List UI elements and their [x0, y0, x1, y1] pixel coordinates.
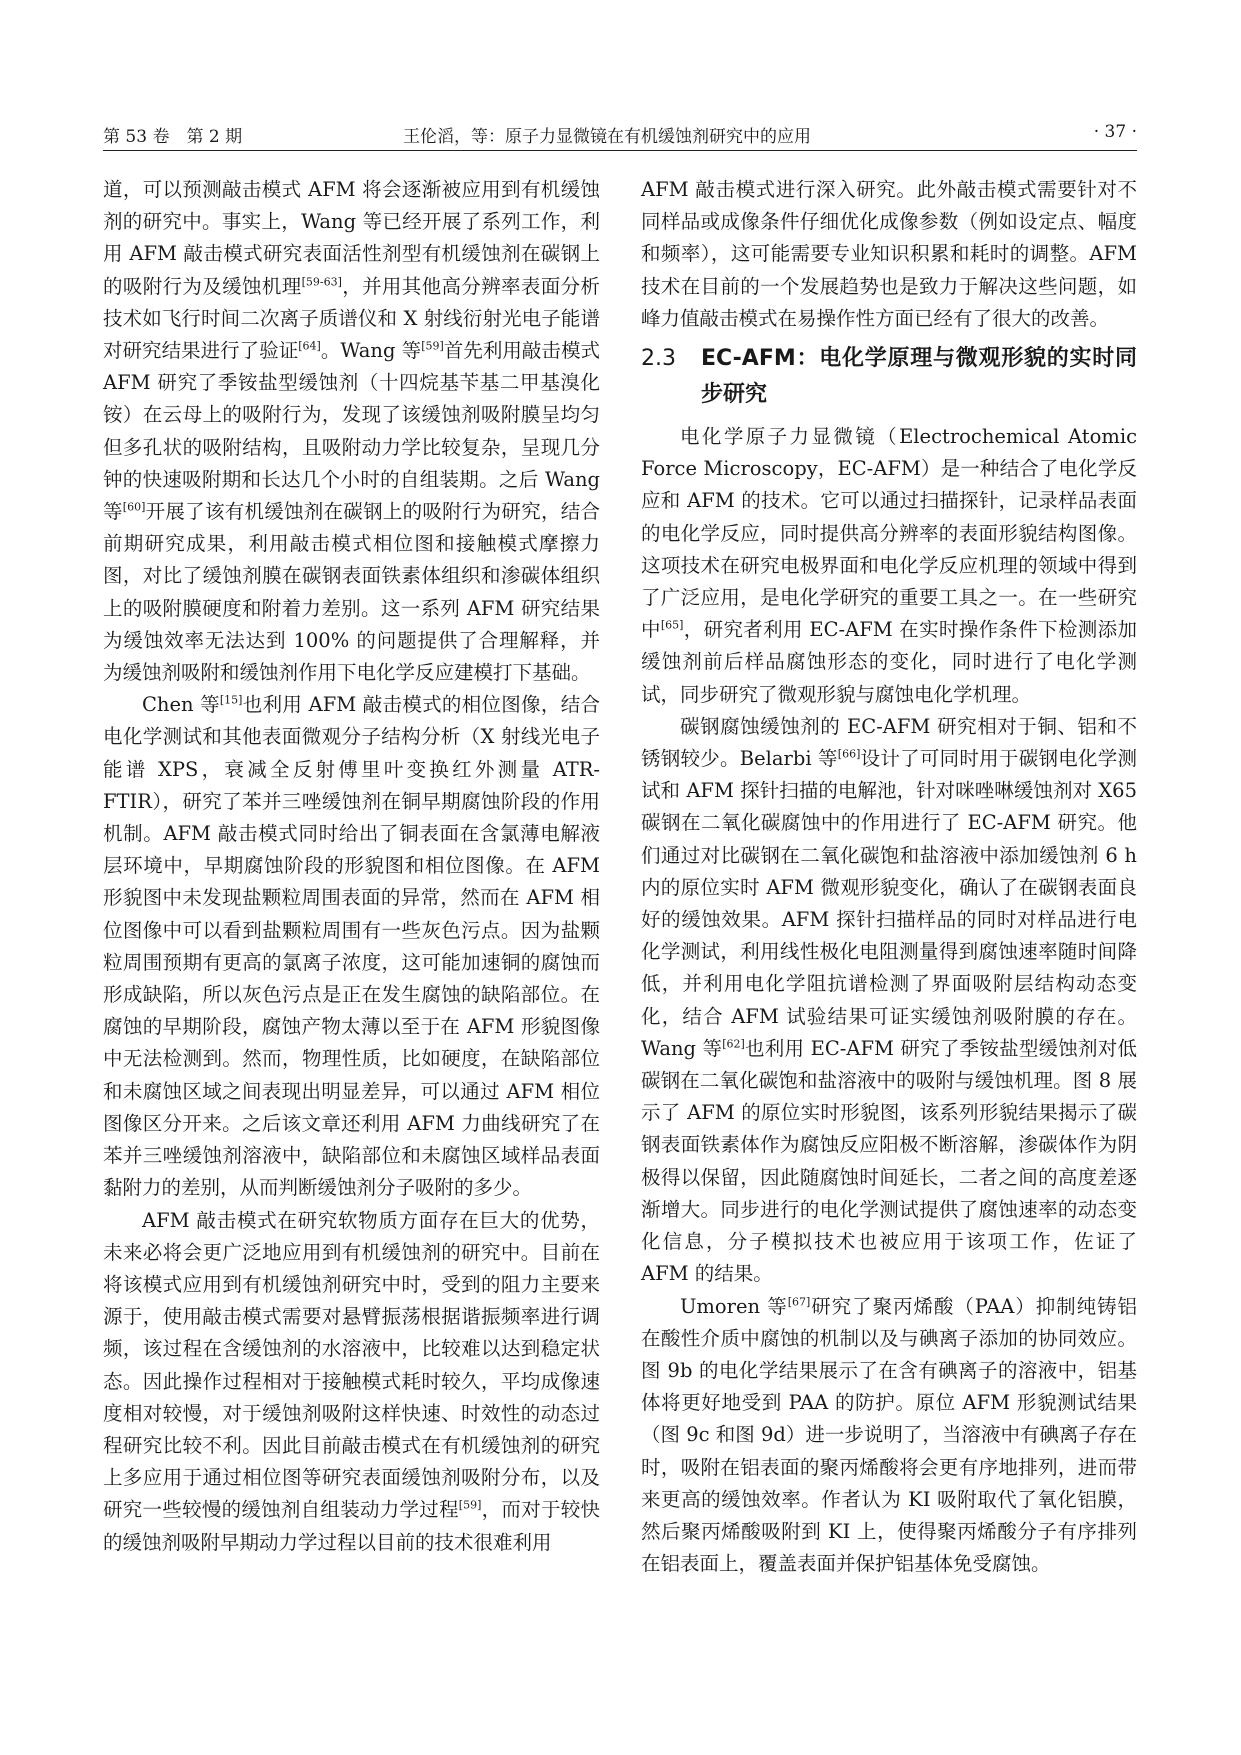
paragraph: 碳钢腐蚀缓蚀剂的 EC-AFM 研究相对于铜、铝和不锈钢较少。Belarbi 等[66]设计了可同时用于碳钢电化学测试和 AFM 探针扫描的电解池，针对咪唑啉缓蚀剂对 X65 碳钢在二氧化碳腐蚀中的作用进行了 EC-AFM 研究。他们通过对比碳钢在二氧化碳饱和盐溶液中添加缓蚀剂 6 h 内的原位实时 AFM 微观形貌变化，确认了在碳钢表面良好的缓蚀效果。AFM 探针扫描样品的同时对样品进行电化学测试，利用线性极化电阻测量得到腐蚀速率随时间降低，并利用电化学阻抗谱检测了界面吸附层结构动态变化，结合 AFM 试验结果可证实缓蚀剂吸附膜的存在。Wang 等[62]也利用 EC-AFM 研究了季铵盐型缓蚀剂对低碳钢在二氧化碳饱和盐溶液中的吸附与缓蚀机理。图 8 展示了 AFM 的原位实时形貌图，该系列形貌结果揭示了碳钢表面铁素体作为腐蚀反应阳极不断溶解，渗碳体作为阴极得以保留，因此随腐蚀时间延长，二者之间的高度差逐渐增大。同步进行的电化学测试提供了腐蚀速率的动态变化信息，分子模拟技术也被应用于该项工作，佐证了 AFM 的结果。 — [641, 714, 1137, 1286]
paragraph: AFM 敲击模式在研究软物质方面存在巨大的优势，未来必将会更广泛地应用到有机缓蚀剂的研究中。目前在将该模式应用到有机缓蚀剂研究中时，受到的阻力主要来源于，使用敲击模式需要对悬臂振荡根据谐振频率进行调频，该过程在含缓蚀剂的水溶液中，比较难以达到稳定状态。因此操作过程相对于接触模式耗时较久，平均成像速度相对较慢，对于缓蚀剂吸附这样快速、时效性的动态过程研究比较不利。因此目前敲击模式在有机缓蚀剂的研究上多应用于通过相位图等研究表面缓蚀剂吸附分布，以及研究一些较慢的缓蚀剂自组装动力学过程[59]，而对于较快的缓蚀剂吸附早期动力学过程以目前的技术很难利用 — [103, 1208, 600, 1554]
citation-ref: [64] — [298, 339, 321, 353]
right-column — [641, 174, 1137, 1580]
citation-ref: [59-63] — [301, 275, 342, 289]
page-number: · 37 · — [1093, 122, 1137, 142]
paragraph: Chen 等[15]也利用 AFM 敲击模式的相位图像，结合电化学测试和其他表面微观分子结构分析（X 射线光电子能谱 XPS，衰减全反射傅里叶变换红外测量 ATR-FTIR），研究了苯并三唑缓蚀剂在铜早期腐蚀阶段的作用机制。AFM 敲击模式同时给出了铜表面在含氯薄电解液层环境中，早期腐蚀阶段的形貌图和相位图像。在 AFM 形貌图中未发现盐颗粒周围表面的异常，然而在 AFM 相位图像中可以看到盐颗粒周围有一些灰色污点。因为盐颗粒周围预期有更高的氯离子浓度，这可能加速铜的腐蚀而形成缺陷，所以灰色污点是正在发生腐蚀的缺陷部位。在腐蚀的早期阶段，腐蚀产物太薄以至于在 AFM 形貌图像中无法检测到。然而，物理性质，比如硬度，在缺陷部位和未腐蚀区域之间表现出明显差异，可以通过 AFM 相位图像区分开来。之后该文章还利用 AFM 力曲线研究了在苯并三唑缓蚀剂溶液中，缺陷部位和未腐蚀区域样品表面黏附力的差别，从而判断缓蚀剂分子吸附的多少。 — [103, 693, 600, 1200]
section-title: EC-AFM：电化学原理与微观形貌的实时同步研究 — [701, 346, 1137, 408]
section-number: 2.3 — [641, 346, 676, 372]
paragraph: AFM 敲击模式进行深入研究。此外敲击模式需要针对不同样品或成像条件仔细优化成像参数（例如设定点、幅度和频率），这可能需要专业知识积累和耗时的调整。AFM 技术在目前的一个发展趋势也是致力于解决这些问题，如峰力值敲击模式在易操作性方面已经有了很大的改善。 — [641, 178, 1137, 330]
journal-volume-issue: 第 53 卷 第 2 期 — [103, 127, 243, 147]
paragraph: 电化学原子力显微镜（Electrochemical Atomic Force Microscopy，EC-AFM）是一种结合了电化学反应和 AFM 的技术。它可以通过扫描探针，记录样品表面的电化学反应，同时提供高分辨率的表面形貌结构图像。这项技术在研究电极界面和电化学反应机理的领域中得到了广泛应用，是电化学研究的重要工具之一。在一些研究中[65]，研究者利用 EC-AFM 在实时操作条件下检测添加缓蚀剂前后样品腐蚀形态的变化，同时进行了电化学测试，同步研究了微观形貌与腐蚀电化学机理。 — [641, 425, 1137, 706]
section-heading — [641, 341, 1137, 413]
citation-ref: [60] — [122, 500, 146, 514]
paragraph: 道，可以预测敲击模式 AFM 将会逐渐被应用到有机缓蚀剂的研究中。事实上，Wang 等已经开展了系列工作，利用 AFM 敲击模式研究表面活性剂型有机缓蚀剂在碳钢上的吸附行为及缓蚀机理[59-63]，并用其他高分辨率表面分析技术如飞行时间二次离子质谱仪和 X 射线衍射光电子能谱对研究结果进行了验证[64]。Wang 等[59]首先利用敲击模式 AFM 研究了季铵盐型缓蚀剂（十四烷基苄基二甲基溴化铵）在云母上的吸附行为，发现了该缓蚀剂吸附膜呈均匀但多孔状的吸附结构，且吸附动力学比较复杂，呈现几分钟的快速吸附期和长达几个小时的自组装期。之后 Wang 等[60]开展了该有机缓蚀剂在碳钢上的吸附行为研究，结合前期研究成果，利用敲击模式相位图和接触模式摩擦力图，对比了缓蚀剂膜在碳钢表面铁素体组织和渗碳体组织上的吸附膜硬度和附着力差别。这一系列 AFM 研究结果为缓蚀效率无法达到 100% 的问题提供了合理解释，并为缓蚀剂吸附和缓蚀剂作用下电化学反应建模打下基础。 — [103, 178, 600, 685]
citation-ref: [59] — [458, 1498, 482, 1512]
left-column — [103, 174, 600, 1559]
citation-ref: [66] — [837, 747, 861, 761]
citation-ref: [62] — [722, 1037, 745, 1051]
citation-ref: [67] — [787, 1295, 811, 1308]
citation-ref: [15] — [219, 693, 243, 707]
running-header — [103, 118, 1137, 151]
citation-ref: [65] — [660, 618, 684, 632]
citation-ref: [59] — [421, 339, 444, 353]
paragraph: Umoren 等[67]研究了聚丙烯酸（PAA）抑制纯铸铝在酸性介质中腐蚀的机制以及与碘离子添加的协同效应。图 9b 的电化学结果展示了在含有碘离子的溶液中，铝基体将更好地受到 PAA 的防护。原位 AFM 形貌测试结果（图 9c 和图 9d）进一步说明了，当溶液中有碘离子存在时，吸附在铝表面的聚丙烯酸将会更有序地排列，进而带来更高的缓蚀效率。作者认为 KI 吸附取代了氧化铝膜，然后聚丙烯酸吸附到 KI 上，使得聚丙烯酸分子有序排列在铝表面上，覆盖表面并保护铝基体免受腐蚀。 — [641, 1294, 1137, 1576]
running-title: 王伦滔，等：原子力显微镜在有机缓蚀剂研究中的应用 — [403, 127, 811, 147]
